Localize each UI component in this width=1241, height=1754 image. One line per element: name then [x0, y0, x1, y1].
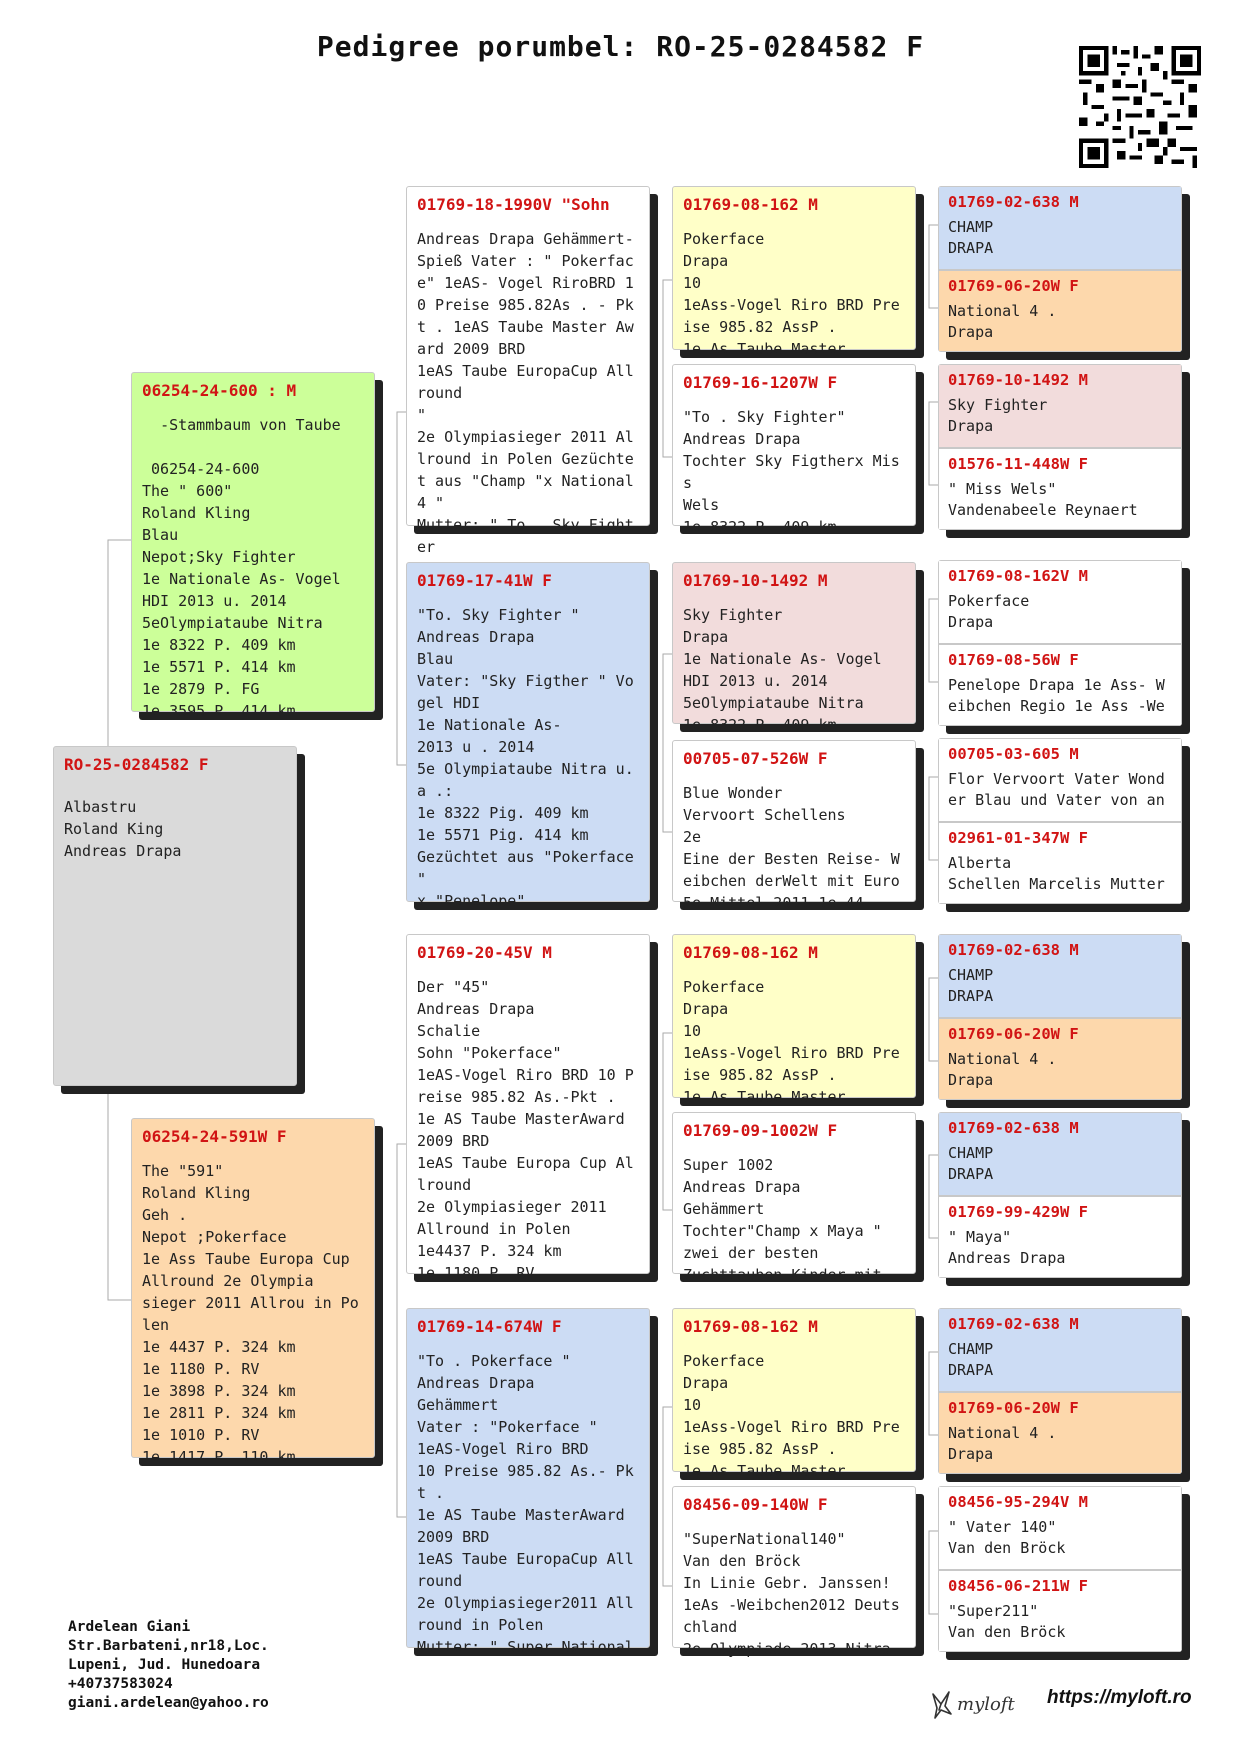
ancestor-ring-number: 01769-06-20W F: [948, 277, 1079, 295]
grandparent-card[interactable]: [406, 186, 650, 556]
great-grandparent-card[interactable]: [672, 740, 916, 912]
ancestor-details: National 4 . Drapa: [948, 1050, 1057, 1089]
subject-details: Albastru Roland King Andreas Drapa: [64, 798, 182, 860]
grandparent-details: Andreas Drapa Gehämmert-Spieß Vater : " Pokerface" 1eAS- Vogel RiroBRD 10 Preise 985.82As . - Pkt . 1eAS Taube Master Award 2009 BRD 1eAS Taube EuropaCup Allround " 2e Olympiasieger 2011 Allround in Polen Gezüchtet aus "Champ "x National 4 " Mutter: " To . Sky Fighter: [417, 230, 634, 556]
ancestor-card[interactable]: [939, 561, 1181, 643]
ancestor-details: CHAMP DRAPA: [948, 1340, 994, 1379]
subject-card[interactable]: [53, 746, 297, 1086]
ancestor-pair: [938, 1486, 1182, 1652]
ancestor-details: Sky Fighter Drapa: [948, 396, 1048, 435]
great-grandparent-details: Super 1002 Andreas Drapa Gehämmert Tochter"Champ x Maya " zwei der besten Zuchttauben Kinder mit: [683, 1156, 882, 1284]
ancestor-ring-number: 01769-99-429W F: [948, 1203, 1088, 1221]
great-grandparent-details: Sky Fighter Drapa 1e Nationale As- Vogel HDI 2013 u. 2014 5eOlympiataube Nitra 1e 8322 P. 409 km: [683, 606, 882, 734]
grandparent-ring-number: 01769-17-41W F: [417, 571, 552, 590]
father-details: -Stammbaum von Taube 06254-24-600 The " 600" Roland Kling Blau Nepot;Sky Fighter 1e Nationale As- Vogel HDI 2013 u. 2014 5eOlympiataube Nitra 1e 8322 P. 409 km 1e 5571 P. 414 km 1e 2879 P. FG 1e 3595 P. 414 km: [142, 416, 341, 720]
great-grandparent-ring-number: 01769-08-162 M: [683, 195, 818, 214]
great-grandparent-card[interactable]: [672, 934, 916, 1106]
grandparent-ring-number: 01769-18-1990V "Sohn: [417, 195, 610, 214]
ancestor-pair: [938, 1112, 1182, 1278]
ancestor-card[interactable]: [939, 447, 1181, 529]
ancestor-ring-number: 01769-06-20W F: [948, 1025, 1079, 1043]
owner-name: Ardelean Giani: [68, 1619, 191, 1635]
great-grandparent-ring-number: 01769-08-162 M: [683, 943, 818, 962]
owner-contact: [68, 1618, 269, 1713]
ancestor-card[interactable]: [939, 1569, 1181, 1651]
ancestor-pair: [938, 186, 1182, 352]
ancestor-details: National 4 . Drapa: [948, 302, 1057, 341]
ancestor-ring-number: 01576-11-448W F: [948, 455, 1088, 473]
ancestor-details: " Maya" Andreas Drapa: [948, 1228, 1066, 1267]
ancestor-card[interactable]: [939, 1487, 1181, 1569]
great-grandparent-ring-number: 08456-09-140W F: [683, 1495, 828, 1514]
great-grandparent-details: "To . Sky Fighter" Andreas Drapa Tochter Sky Figtherx Miss Wels 1e 8322 P. 409 km: [683, 408, 900, 536]
great-grandparent-card[interactable]: [672, 562, 916, 734]
grandparent-card[interactable]: [406, 1308, 650, 1656]
great-grandparent-card[interactable]: [672, 1112, 916, 1284]
great-grandparent-details: Pokerface Drapa 10 1eAss-Vogel Riro BRD Preise 985.82 AssP . 1e As Taube Master: [683, 1352, 900, 1480]
ancestor-card[interactable]: [939, 187, 1181, 269]
ancestor-ring-number: 01769-02-638 M: [948, 193, 1079, 211]
owner-street: Str.Barbateni,nr18,Loc.: [68, 1638, 269, 1654]
great-grandparent-card[interactable]: [672, 186, 916, 358]
ancestor-ring-number: 01769-08-162V M: [948, 567, 1088, 585]
ancestor-ring-number: 08456-06-211W F: [948, 1577, 1088, 1595]
ancestor-card[interactable]: [939, 821, 1181, 903]
great-grandparent-ring-number: 01769-08-162 M: [683, 1317, 818, 1336]
father-card[interactable]: [131, 372, 375, 720]
myloft-logo-icon: [927, 1684, 1037, 1724]
grandparent-ring-number: 01769-14-674W F: [417, 1317, 562, 1336]
ancestor-card[interactable]: [939, 365, 1181, 447]
subject-ring-number: RO-25-0284582 F: [64, 755, 209, 774]
ancestor-card[interactable]: [939, 269, 1181, 351]
page-title: Pedigree porumbel: RO-25-0284582 F: [316, 30, 925, 63]
father-ring-number: 06254-24-600 : M: [142, 381, 297, 400]
ancestor-card[interactable]: [939, 1195, 1181, 1277]
great-grandparent-card[interactable]: [672, 1308, 916, 1480]
grandparent-ring-number: 01769-20-45V M: [417, 943, 552, 962]
mother-details: The "591" Roland Kling Geh . Nepot ;Pokerface 1e Ass Taube Europa Cup Allround 2e Olympia sieger 2011 Allrou in Po len 1e 4437 P. 324 km 1e 1180 P. RV 1e 3898 P. 324 km 1e 2811 P. 324 km 1e 1010 P. RV 1e 1417 P. 110 km: [142, 1162, 359, 1466]
ancestor-card[interactable]: [939, 935, 1181, 1017]
website-link[interactable]: https://myloft.ro: [1047, 1687, 1192, 1708]
great-grandparent-details: Pokerface Drapa 10 1eAss-Vogel Riro BRD Preise 985.82 AssP . 1e As Taube Master: [683, 978, 900, 1106]
ancestor-details: National 4 . Drapa: [948, 1424, 1057, 1463]
ancestor-details: " Miss Wels" Vandenabeele Reynaert: [948, 480, 1138, 519]
ancestor-details: Alberta Schellen Marcelis Mutter: [948, 854, 1165, 893]
great-grandparent-ring-number: 01769-10-1492 M: [683, 571, 828, 590]
ancestor-card[interactable]: [939, 1017, 1181, 1099]
ancestor-details: CHAMP DRAPA: [948, 966, 994, 1005]
ancestor-card[interactable]: [939, 1391, 1181, 1473]
great-grandparent-card[interactable]: [672, 364, 916, 536]
ancestor-ring-number: 02961-01-347W F: [948, 829, 1088, 847]
owner-email[interactable]: giani.ardelean@yahoo.ro: [68, 1695, 269, 1711]
great-grandparent-card[interactable]: [672, 1486, 916, 1658]
grandparent-details: "To. Sky Fighter " Andreas Drapa Blau Vater: "Sky Figther " Vogel HDI 1e Nationale As- 2013 u . 2014 5e Olympiataube Nitra u. a .: 1e 8322 Pig. 409 km 1e 5571 Pig. 414 km Gezüchtet aus "Pokerface " x "Penelope": [417, 606, 634, 910]
ancestor-details: CHAMP DRAPA: [948, 1144, 994, 1183]
mother-card[interactable]: [131, 1118, 375, 1466]
ancestor-ring-number: 01769-02-638 M: [948, 941, 1079, 959]
great-grandparent-details: "SuperNational140" Van den Bröck In Linie Gebr. Janssen! 1eAs -Weibchen2012 Deutschland 2e Olympiade 2013 Nitra: [683, 1530, 900, 1658]
ancestor-details: Penelope Drapa 1e Ass- Weibchen Regio 1e Ass -We: [948, 676, 1165, 715]
ancestor-details: Flor Vervoort Vater Wonder Blau und Vater von an: [948, 770, 1165, 809]
ancestor-card[interactable]: [939, 739, 1181, 821]
ancestor-ring-number: 00705-03-605 M: [948, 745, 1079, 763]
ancestor-ring-number: 01769-02-638 M: [948, 1315, 1079, 1333]
ancestor-card[interactable]: [939, 1309, 1181, 1391]
ancestor-pair: [938, 560, 1182, 726]
ancestor-ring-number: 01769-06-20W F: [948, 1399, 1079, 1417]
great-grandparent-ring-number: 00705-07-526W F: [683, 749, 828, 768]
grandparent-details: Der "45" Andreas Drapa Schalie Sohn "Pokerface" 1eAS-Vogel Riro BRD 10 Preise 985.82 As.-Pkt . 1e AS Taube MasterAward 2009 BRD 1eAS Taube Europa Cup Allround 2e Olympiasieger 2011 Allround in Polen 1e4437 P. 324 km 1e 1180 P. RV: [417, 978, 634, 1282]
mother-ring-number: 06254-24-591W F: [142, 1127, 287, 1146]
grandparent-card[interactable]: [406, 934, 650, 1282]
grandparent-card[interactable]: [406, 562, 650, 910]
ancestor-pair: [938, 364, 1182, 530]
owner-phone: +40737583024: [68, 1676, 173, 1692]
svg-text:myloft: myloft: [957, 1694, 1015, 1715]
ancestor-ring-number: 08456-95-294V M: [948, 1493, 1088, 1511]
great-grandparent-ring-number: 01769-09-1002W F: [683, 1121, 838, 1140]
ancestor-details: "Super211" Van den Bröck: [948, 1602, 1066, 1641]
grandparent-details: "To . Pokerface " Andreas Drapa Gehämmert Vater : "Pokerface " 1eAS-Vogel Riro BRD 10 Preise 985.82 As.- Pkt . 1e AS Taube MasterAward 2009 BRD 1eAS Taube EuropaCup Allround 2e Olympiasieger2011 Allround in Polen Mutter: " Super National: [417, 1352, 634, 1656]
ancestor-ring-number: 01769-08-56W F: [948, 651, 1079, 669]
ancestor-ring-number: 01769-02-638 M: [948, 1119, 1079, 1137]
ancestor-details: CHAMP DRAPA: [948, 218, 994, 257]
ancestor-card[interactable]: [939, 643, 1181, 725]
ancestor-pair: [938, 934, 1182, 1100]
ancestor-details: " Vater 140" Van den Bröck: [948, 1518, 1066, 1557]
ancestor-details: Pokerface Drapa: [948, 592, 1030, 631]
great-grandparent-ring-number: 01769-16-1207W F: [683, 373, 838, 392]
ancestor-card[interactable]: [939, 1113, 1181, 1195]
ancestor-pair: [938, 1308, 1182, 1474]
ancestor-pair: [938, 738, 1182, 904]
great-grandparent-details: Blue Wonder Vervoort Schellens 2e Eine der Besten Reise- Weibchen derWelt mit Euro 5e Mittel 2011 1e 44: [683, 784, 900, 912]
great-grandparent-details: Pokerface Drapa 10 1eAss-Vogel Riro BRD Preise 985.82 AssP . 1e As Taube Master: [683, 230, 900, 358]
owner-city: Lupeni, Jud. Hunedoara: [68, 1657, 261, 1673]
ancestor-ring-number: 01769-10-1492 M: [948, 371, 1088, 389]
